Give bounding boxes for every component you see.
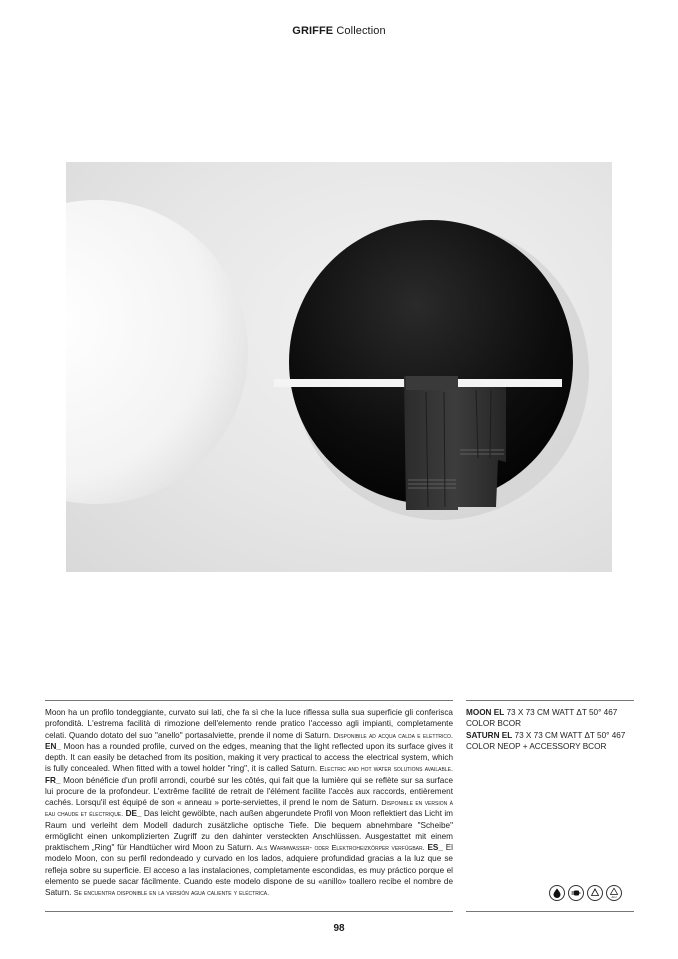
collection-label: Collection (336, 25, 386, 37)
tag-en: EN_ (45, 741, 61, 751)
page-header (0, 25, 678, 37)
description-de: Das leicht gewölbte, nach außen abgerundete Profil von Moon reflektiert das Licht im Raum und verleiht dem Modell dadurch zusätzliche optische Tiefe. Die bequem abnehmbare "Scheibe" ermöglicht einen unkomplizierten Zugriff zu den dahinter versteckten Anschlüssen. Ausgestattet mit einem praktischem „Ring" für Handtücher wird Moon zu Saturn. (45, 809, 453, 852)
spec-moon-name: MOON EL (466, 708, 505, 717)
specs-divider-top (466, 700, 634, 701)
tag-de: DE_ (125, 809, 142, 819)
spec-moon-details: 73 X 73 CM WATT ΔT 50° 467 COLOR BCOR (466, 708, 618, 729)
water-drop-icon (549, 885, 565, 901)
description-text (45, 707, 453, 898)
description-fr: Moon bénéficie d'un profil arrondi, courbé sur les côtés, qui fait que la lumière qui se reflète sur sa surface lui procure de la profondeur. L'extrême facilité de retrait de l'élément facilite l'accès aux raccords, entièrement cachés. Lorsqu'il est équipé de son « anneau » porte-serviettes, il prend le nom de Saturn. (45, 775, 453, 807)
note-en: Electric and hot water solutions available. (319, 764, 454, 774)
spec-saturn-name: SATURN EL (466, 730, 513, 740)
product-photo (66, 162, 612, 572)
page-number: 98 (333, 923, 345, 934)
moon-radiator-shape (66, 200, 248, 504)
product-specs (466, 707, 634, 752)
brand-name: GRIFFE (292, 25, 334, 37)
spec-saturn (466, 730, 634, 753)
tag-fr: FR_ (45, 775, 61, 785)
feature-icons (549, 885, 622, 903)
text-divider-bottom (45, 911, 453, 912)
note-de: Als Warmwasser- oder Elektroheizkörper verfügbar. (256, 843, 425, 852)
description-en: Moon has a rounded profile, curved on the edges, meaning that the light reflected upon its surface gives it depth. It can easily be detached from its position, making it very practical to access the electrical system, which is fully concealed. When fitted with a towel holder "ring", it is called Saturn. (45, 741, 453, 774)
spec-saturn-details: 73 X 73 CM WATT ΔT 50° 467 COLOR NEOP + ACCESSORY BCOR (466, 730, 626, 751)
recycle-aluminium-label: ALU (611, 895, 617, 899)
recycle-aluminium-icon (606, 885, 622, 901)
spec-moon (466, 707, 634, 730)
note-it: Disponibile ad acqua calda e elettrico. (333, 730, 453, 740)
electric-plug-icon (568, 885, 584, 901)
note-es: Se encuentra disponible en la versión agua caliente y eléctrica. (73, 888, 270, 897)
description-it: Moon ha un profilo tondeggiante, curvato sui lati, che fa sì che la luce riflessa sulla sua superficie gli conferisca profondità. L'estrema facilità di rimozione dell'elemento rende pratico l'accesso agli impianti, completamente celati. Quando dotato del suo "anello" portasalviette, prende il nome di Saturn. (45, 708, 453, 740)
description-es: El modelo Moon, con su perfil redondeado y curvado en los lados, adquiere profundidad gracias a la luz que se refleja sobre su superficie. El acceso a las instalaciones, completamente escondidas, es muy práctico porque el elemento se puede sacar fácilmente. Cuando este modelo dispone de su «anillo» toallero recibe el nombre de Saturn. (45, 843, 453, 897)
tag-es: ES_ (427, 843, 443, 852)
recycle-icon (587, 885, 603, 901)
specs-divider-bottom (466, 911, 634, 912)
note-fr: Disponible en version à eau chaude et électrique. (45, 798, 453, 819)
text-divider-top (45, 700, 453, 701)
